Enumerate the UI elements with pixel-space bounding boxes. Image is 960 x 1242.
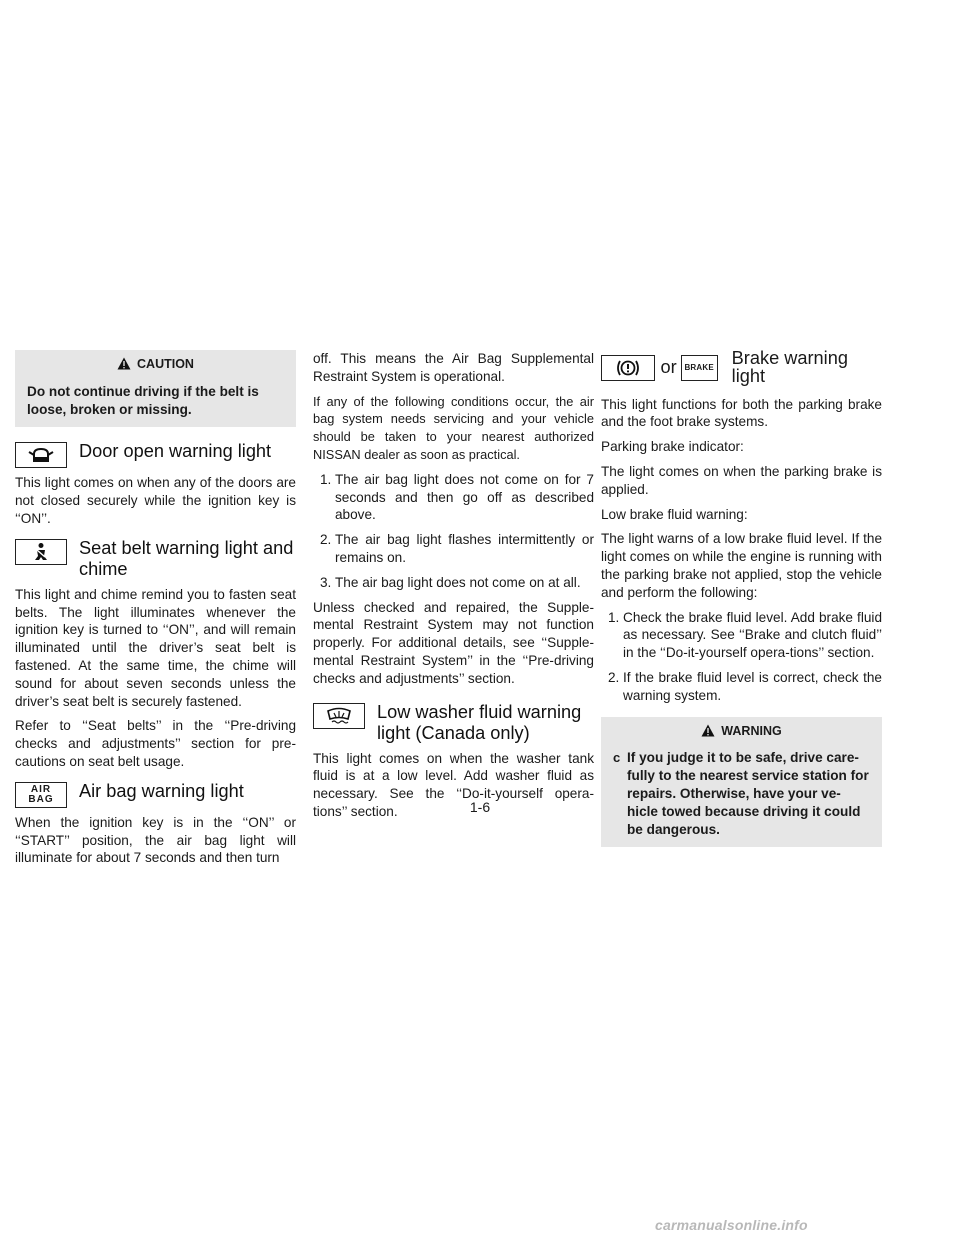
airbag-text-3: Unless checked and repaired, the Supple-mental Restraint System may not function properly. For additional details, see ‘‘Supple-mental Restraint System’’ in the ‘‘Pre-driving checks and adjustments’’ section.: [313, 599, 594, 686]
airbag-text-2: If any of the following conditions occur, the air bag system needs servicing and your vehicle should be taken to your nearest authorized NISSAN dealer as soon as practical.: [313, 393, 594, 462]
list-number: 3.: [320, 574, 332, 590]
list-item: [601, 669, 882, 705]
seatbelt-text-2: Refer to ‘‘Seat belts’’ in the ‘‘Pre-driving checks and adjustments’’ section for pre-cautions on seat belt usage.: [15, 718, 296, 769]
seatbelt-heading: [15, 538, 296, 580]
brake-or-label: or: [660, 356, 677, 377]
warning-bullet-item: [613, 749, 870, 838]
seatbelt-title: Seat belt warning light and chime: [79, 537, 294, 579]
airbag-text-1b: off. This means the Air Bag Supplemental Restraint System is operational.: [313, 351, 594, 384]
bullet-marker: c: [613, 750, 621, 766]
caution-label: CAUTION: [137, 357, 194, 371]
airbag-icon-line1: AIR: [30, 783, 52, 795]
column-left: [15, 350, 296, 874]
list-item: [313, 471, 594, 524]
warning-header: [613, 723, 870, 741]
airbag-text-1a: When the ignition key is in the ‘‘ON’’ or ‘‘START’’ position, the air bag light will illuminate for about 7 seconds and then turn: [15, 814, 296, 866]
caution-header: [27, 356, 284, 374]
brake-text-2: Parking brake indicator:: [601, 439, 744, 455]
list-text: The air bag light does not come on at all.: [335, 574, 581, 590]
airbag-title: Air bag warning light: [79, 780, 244, 801]
door-open-title: Door open warning light: [79, 441, 272, 462]
washer-title: Low washer fluid warning light (Canada only): [377, 701, 582, 743]
caution-text: Do not continue driving if the belt is loose, broken or missing.: [27, 383, 259, 417]
list-item: [313, 574, 594, 592]
warning-label: WARNING: [721, 723, 782, 738]
parking-brake-icon: [601, 355, 655, 381]
airbag-icon-line2: BAG: [28, 793, 54, 805]
warning-box: [601, 717, 882, 848]
list-number: 2.: [608, 669, 620, 685]
warning-text: If you judge it to be safe, drive care-fully to the nearest service station for repairs. Otherwise, have your ve-hicle towed because driving it could be dangerous.: [627, 750, 869, 837]
caution-box: [15, 350, 296, 427]
brake-text-icon: BRAKE: [681, 355, 718, 381]
seatbelt-text-1: This light and chime remind you to fasten seat belts. The light illuminates whenever the ignition key is turned to ‘‘ON’’, and will remain illuminated until the driver’s seat belt is fastened. At the same time, the chime will sound for about seven seconds unless the driver’s seat belt is securely fastened.: [15, 586, 296, 709]
list-item: [313, 531, 594, 567]
warning-triangle-icon: [701, 724, 715, 737]
door-open-heading: [15, 441, 296, 468]
seatbelt-icon: [15, 539, 67, 565]
brake-text-4: Low brake fluid warning:: [601, 506, 748, 522]
list-text: The air bag light flashes intermittently or remains on.: [335, 532, 594, 565]
list-number: 1.: [320, 471, 332, 487]
brake-title: Brake warning light: [731, 348, 848, 386]
brake-heading: [601, 350, 882, 386]
list-number: 2.: [320, 532, 332, 548]
washer-fluid-icon: [313, 703, 365, 729]
warning-triangle-icon: [117, 357, 131, 370]
list-item: [601, 609, 882, 662]
page-number: 1-6: [469, 799, 491, 815]
door-open-text: This light comes on when any of the doors are not closed securely while the ignition key is ‘‘ON’’.: [15, 475, 296, 526]
watermark: carmanualsonline.info: [655, 1217, 808, 1233]
door-open-icon: [15, 442, 67, 468]
washer-heading: [313, 702, 594, 744]
brake-text-1: This light functions for both the parking brake and the foot brake systems.: [601, 396, 882, 430]
washer-text: This light comes on when the washer tank fluid is at a low level. Add washer fluid as necessary. See the ‘‘Do-it-yourself opera-tions’’ section.: [313, 750, 594, 819]
list-text: If the brake fluid level is correct, check the warning system.: [623, 669, 882, 703]
list-text: Check the brake fluid level. Add brake fluid as necessary. See ‘‘Brake and clutch fluid’’ in the ‘‘Do-it-yourself opera-tions’’ section.: [623, 609, 882, 661]
column-middle: [313, 350, 594, 828]
list-text: The air bag light does not come on for 7 seconds and then go off as described above.: [335, 471, 594, 523]
brake-text-5: The light warns of a low brake fluid level. If the light comes on while the engine is running with the parking brake not applied, stop the vehicle and perform the following:: [601, 531, 882, 600]
brake-text-3: The light comes on when the parking brake is applied.: [601, 463, 882, 497]
column-right: [601, 350, 882, 861]
list-number: 1.: [608, 609, 620, 625]
